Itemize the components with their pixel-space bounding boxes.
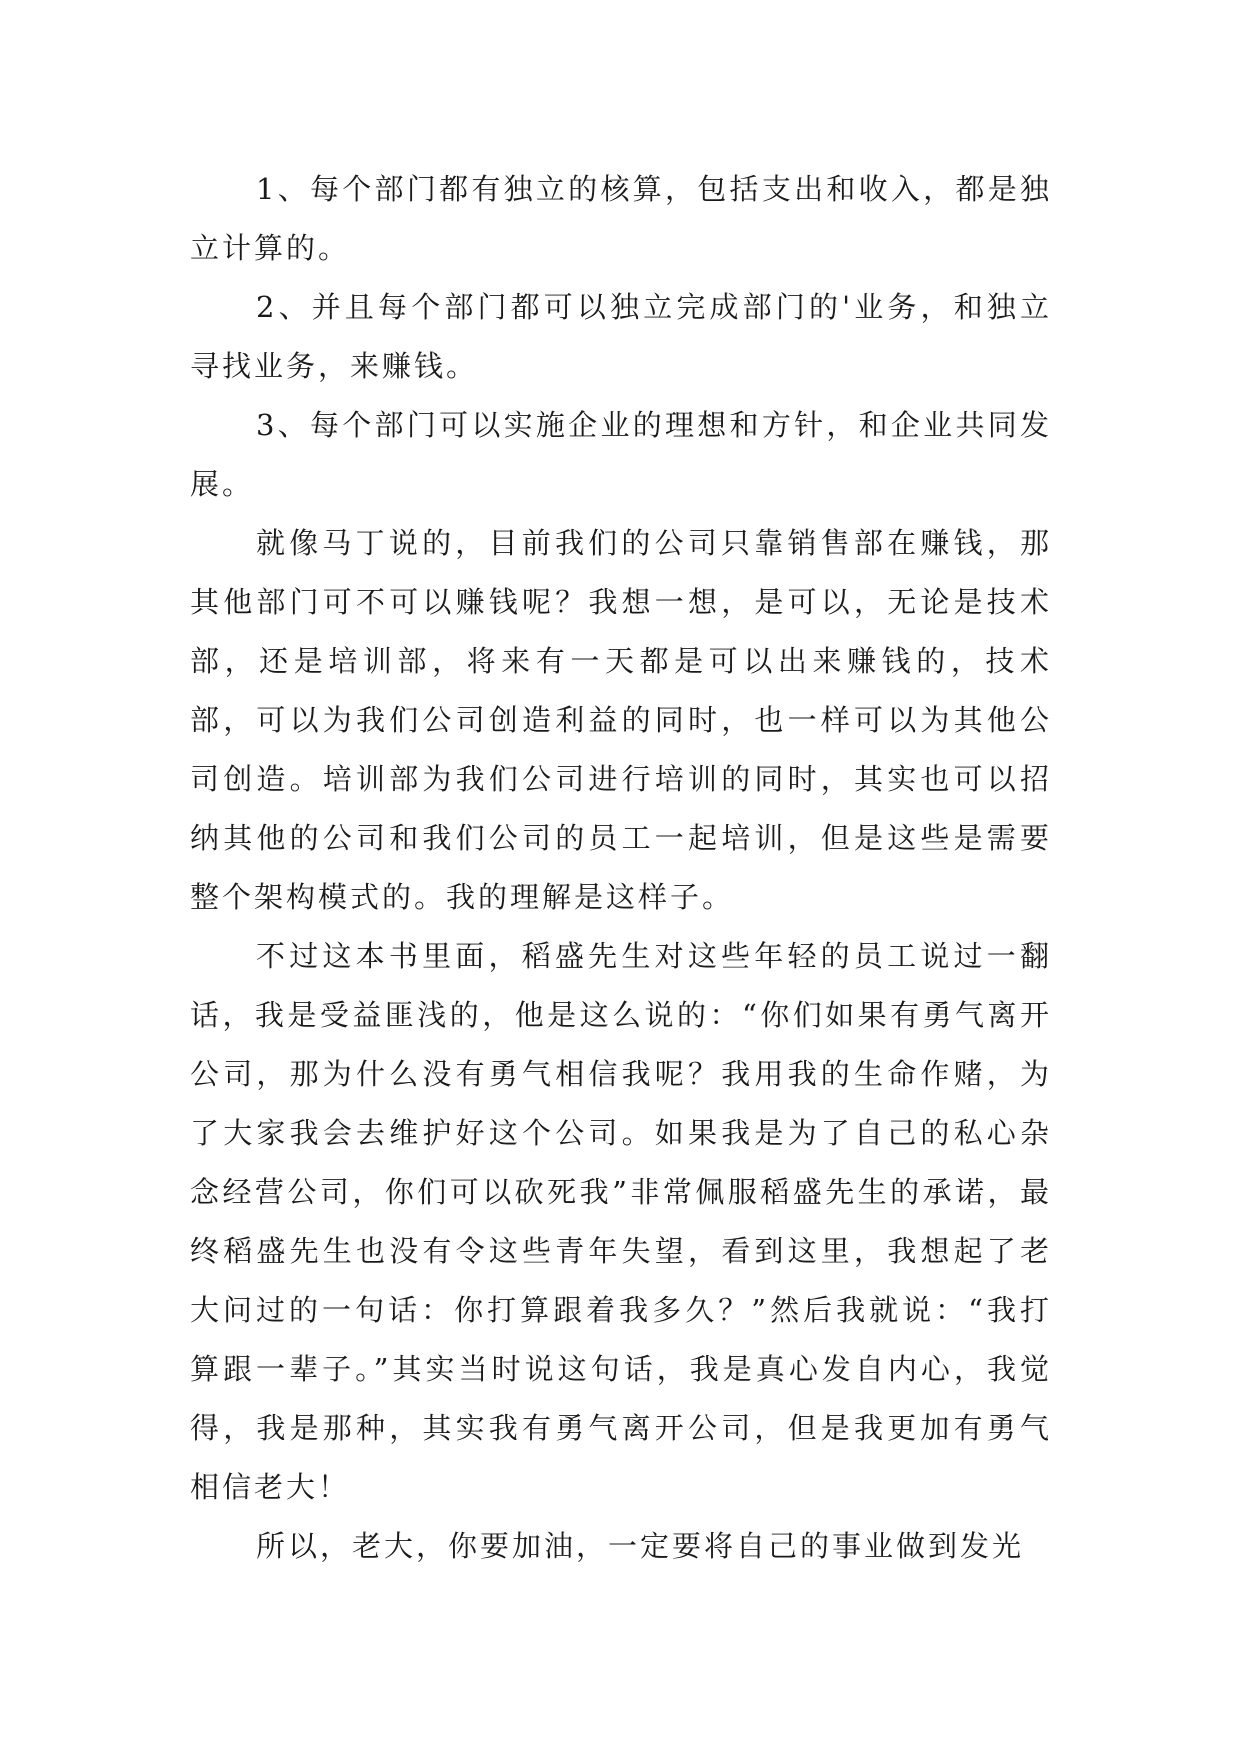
paragraph-profit-departments: 就像马丁说的，目前我们的公司只靠销售部在赚钱，那其他部门可不可以赚钱呢？我想一想，是可以，无论是技术部，还是培训部，将来有一天都是可以出来赚钱的，技术部，可以为我们公司创造利益的同时，也一样可以为其他公司创造。培训部为我们公司进行培训的同时，其实也可以招纳其他的公司和我们公司的员工一起培训，但是这些是需要整个架构模式的。我的理解是这样子。 [190,526,1052,914]
document-body [190,160,1052,1576]
paragraph-item-1: 1、每个部门都有独立的核算，包括支出和收入，都是独立计算的。 [190,172,1052,265]
paragraph-inamori-quote: 不过这本书里面，稻盛先生对这些年轻的员工说过一翻话，我是受益匪浅的，他是这么说的：“你们如果有勇气离开公司，那为什么没有勇气相信我呢？我用我的生命作赌，为了大家我会去维护好这个公司。如果我是为了自己的私心杂念经营公司，你们可以砍死我”非常佩服稻盛先生的承诺，最终稻盛先生也没有令这些青年失望，看到这里，我想起了老大问过的一句话：你打算跟着我多久？”然后我就说：“我打算跟一辈子。”其实当时说这句话，我是真心发自内心，我觉得，我是那种，其实我有勇气离开公司，但是我更加有勇气相信老大！ [190,939,1052,1504]
paragraph-closing: 所以，老大，你要加油，一定要将自己的事业做到发光 [256,1529,1025,1563]
paragraph-item-2: 2、并且每个部门都可以独立完成部门的'业务，和独立寻找业务，来赚钱。 [190,290,1052,383]
paragraph-item-3: 3、每个部门可以实施企业的理想和方针，和企业共同发展。 [190,408,1052,501]
